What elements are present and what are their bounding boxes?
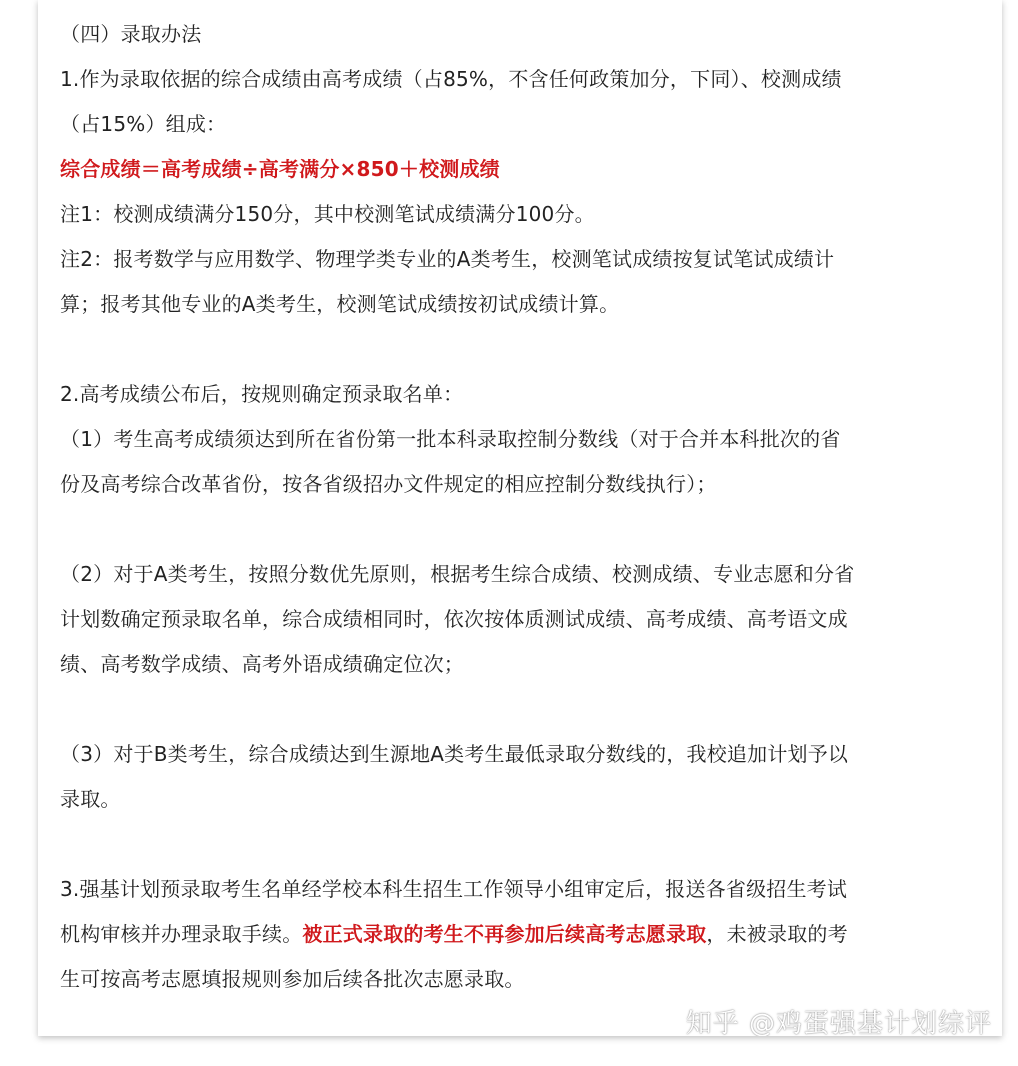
- item3-line2: [60, 912, 990, 957]
- note2-line1: 注2：报考数学与应用数学、物理学类专业的A类考生，校测笔试成绩按复试笔试成绩计: [60, 247, 835, 271]
- item2-sub2-line2: 计划数确定预录取名单，综合成绩相同时，依次按体质测试成绩、高考成绩、高考语文成: [60, 607, 848, 631]
- spacer: [60, 327, 990, 372]
- item2-sub2-line1: （2）对于A类考生，按照分数优先原则，根据考生综合成绩、校测成绩、专业志愿和分省: [60, 562, 855, 586]
- item3-highlight: 被正式录取的考生不再参加后续高考志愿录取: [302, 922, 707, 946]
- item1-line2: （占15%）组成：: [60, 112, 227, 136]
- item2-sub3-line1: （3）对于B类考生，综合成绩达到生源地A类考生最低录取分数线的，我校追加计划予以: [60, 742, 849, 766]
- spacer: [60, 822, 990, 867]
- item2-sub1-line2: 份及高考综合改革省份，按各省级招办文件规定的相应控制分数线执行）；: [60, 472, 717, 496]
- zhihu-watermark: 知乎 @鸡蛋强基计划综评: [685, 1009, 992, 1036]
- note2-line2: 算；报考其他专业的A类考生，校测笔试成绩按初试成绩计算。: [60, 292, 620, 316]
- spacer: [60, 687, 990, 732]
- item2-sub1-line1: （1）考生高考成绩须达到所在省份第一批本科录取控制分数线（对于合并本科批次的省: [60, 427, 841, 451]
- item2-title: 2.高考成绩公布后，按规则确定预录取名单：: [60, 382, 464, 406]
- note1: 注1：校测成绩满分150分，其中校测笔试成绩满分100分。: [60, 202, 595, 226]
- section-heading: （四）录取办法: [60, 22, 202, 46]
- document-content: [60, 12, 990, 1002]
- formula: 综合成绩＝高考成绩÷高考满分×850＋校测成绩: [60, 157, 500, 181]
- item3-line2-post: ，未被录取的考: [706, 922, 848, 946]
- item2-sub2-line3: 绩、高考数学成绩、高考外语成绩确定位次；: [60, 652, 464, 676]
- spacer: [60, 507, 990, 552]
- item3-line3: 生可按高考志愿填报规则参加后续各批次志愿录取。: [60, 967, 525, 991]
- item1-line1: 1.作为录取依据的综合成绩由高考成绩（占85%，不含任何政策加分，下同）、校测成绩: [60, 67, 842, 91]
- item3-line2-pre: 机构审核并办理录取手续。: [60, 922, 303, 946]
- item2-sub3-line2: 录取。: [60, 787, 121, 811]
- document-card: [38, 0, 1002, 1036]
- item3-line1: 3.强基计划预录取考生名单经学校本科生招生工作领导小组审定后，报送各省级招生考试: [60, 877, 848, 901]
